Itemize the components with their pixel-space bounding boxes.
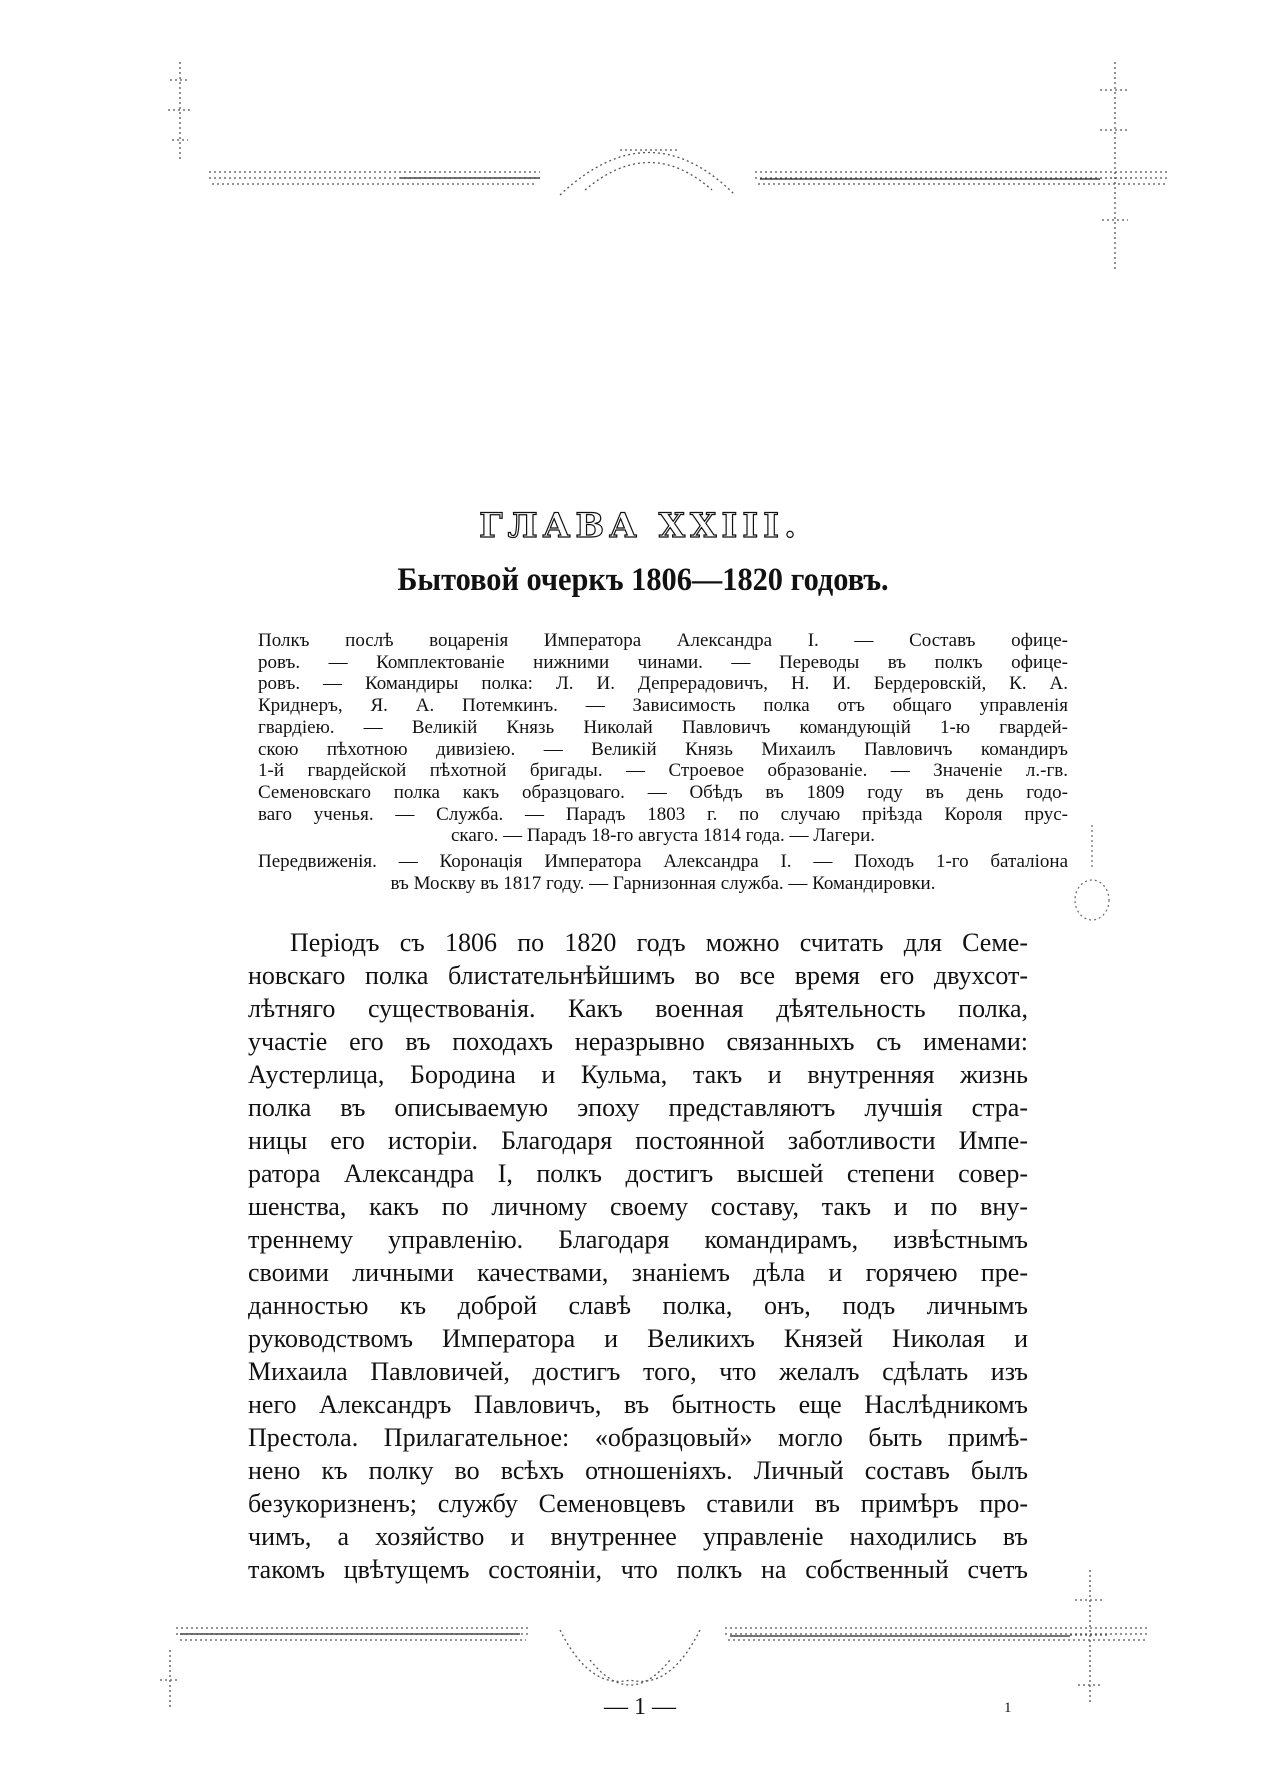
body-line: своими личными качествами, знаніемъ дѣла и горячею пре- [248,1258,1028,1287]
summary-line: ровъ. — Командиры полка: Л. И. Депрерадовичъ, Н. И. Бердеровскій, К. А. [258,673,1068,695]
summary-line: скаго. — Парадъ 18-го августа 1814 года. — Лагери. [450,825,876,847]
summary-line: ровъ. — Комплектованіе нижними чинами. — Переводы въ полкъ офице- [258,651,1068,673]
bottom-center-medallion [560,1630,700,1685]
body-paragraph [248,926,1028,1586]
body-line: данностью къ доброй славѣ полка, онъ, подъ личнымъ [248,1291,1028,1320]
body-line: лѣтняго существованія. Какъ военная дѣятельность полка, [248,994,1028,1023]
summary-line: ваго ученья. — Служба. — Парадъ 1803 г. по случаю пріѣзда Короля прус- [258,803,1068,825]
chapter-summary-continued [258,851,1068,894]
margin-ornament [1070,820,1120,930]
top-left-corner-ornament [168,62,192,160]
body-line: полка въ описываемую эпоху представляютъ лучшія стра- [248,1093,1028,1122]
body-line: новскаго полка блистательнѣйшимъ во все время его двухсот- [248,961,1028,990]
top-ornament-border [0,0,1280,300]
summary-line: Семеновскаго полка какъ образцоваго. — Обѣдъ въ 1809 году въ день годо- [258,781,1068,803]
body-line: Періодъ съ 1806 по 1820 годъ можно считать для Семе- [290,928,1028,957]
body-line: чимъ, а хозяйство и внутреннее управленіе находились въ [248,1522,1028,1551]
body-line: руководствомъ Императора и Великихъ Князей Николая и [248,1324,1028,1353]
summary-line: Передвиженія. — Коронація Императора Александра I. — Походъ 1-го баталіона [258,851,1068,872]
summary-line: Полкъ послѣ воцаренія Императора Александра I. — Составъ офице- [258,630,1068,651]
top-right-band [755,172,1170,184]
body-line: шенства, какъ по личному своему составу, такъ и по вну- [248,1192,1028,1221]
body-line: него Александръ Павловичъ, въ бытность еще Наслѣдникомъ [248,1390,1028,1419]
top-right-corner-ornament [1095,62,1135,270]
body-line: треннему управленію. Благодаря командирамъ, извѣстнымъ [248,1225,1028,1254]
body-line: Престола. Прилагательное: «образцовый» могло быть примѣ- [248,1423,1028,1452]
chapter-subtitle: Бытовой очеркъ 1806—1820 годовъ. [397,562,889,598]
summary-line: Криднеръ, Я. А. Потемкинъ. — Зависимость полка отъ общаго управленія [258,695,1068,717]
body-line: участіе его въ походахъ неразрывно связанныхъ съ именами: [248,1027,1028,1056]
summary-line: 1-й гвардейской пѣхотной бригады. — Строевое образованіе. — Значеніе л.-гв. [258,760,1068,782]
summary-line: скою пѣхотною дивизіею. — Великій Князь Михаилъ Павловичъ командиръ [258,738,1068,760]
body-line: нено къ полку во всѣхъ отношеніяхъ. Личный составъ былъ [248,1456,1028,1485]
bottom-ornament-border [0,1560,1280,1780]
summary-line: въ Москву въ 1817 году. — Гарнизонная служба. — Командировки. [390,872,936,894]
body-line: Аустерлица, Бородина и Кульма, такъ и внутренняя жизнь [248,1060,1028,1089]
bottom-right-corner-ornament [1070,1570,1110,1705]
body-line: ратора Александра I, полкъ достигъ высшей степени совер- [248,1159,1028,1188]
body-line: Михаила Павловичей, достигъ того, что желалъ сдѣлать изъ [248,1357,1028,1386]
page-number: — 1 — [604,1694,676,1720]
chapter-title: ГЛАВА XXIII. [479,506,801,546]
bottom-right-band [725,1628,1150,1640]
top-center-medallion [560,150,735,195]
body-line: ницы его исторіи. Благодаря постоянной заботливости Импе- [248,1126,1028,1155]
signature-mark: 1 [1004,1700,1012,1716]
summary-line: гвардіею. — Великій Князь Николай Павловичъ командующій 1-ю гвардей- [258,716,1068,738]
chapter-summary [258,630,1068,847]
body-line: такомъ цвѣтущемъ состояніи, что полкъ на собственный счетъ [248,1555,1028,1584]
bottom-left-corner-ornament [160,1650,180,1710]
body-line: безукоризненъ; службу Семеновцевъ ставили въ примѣръ про- [248,1489,1028,1518]
